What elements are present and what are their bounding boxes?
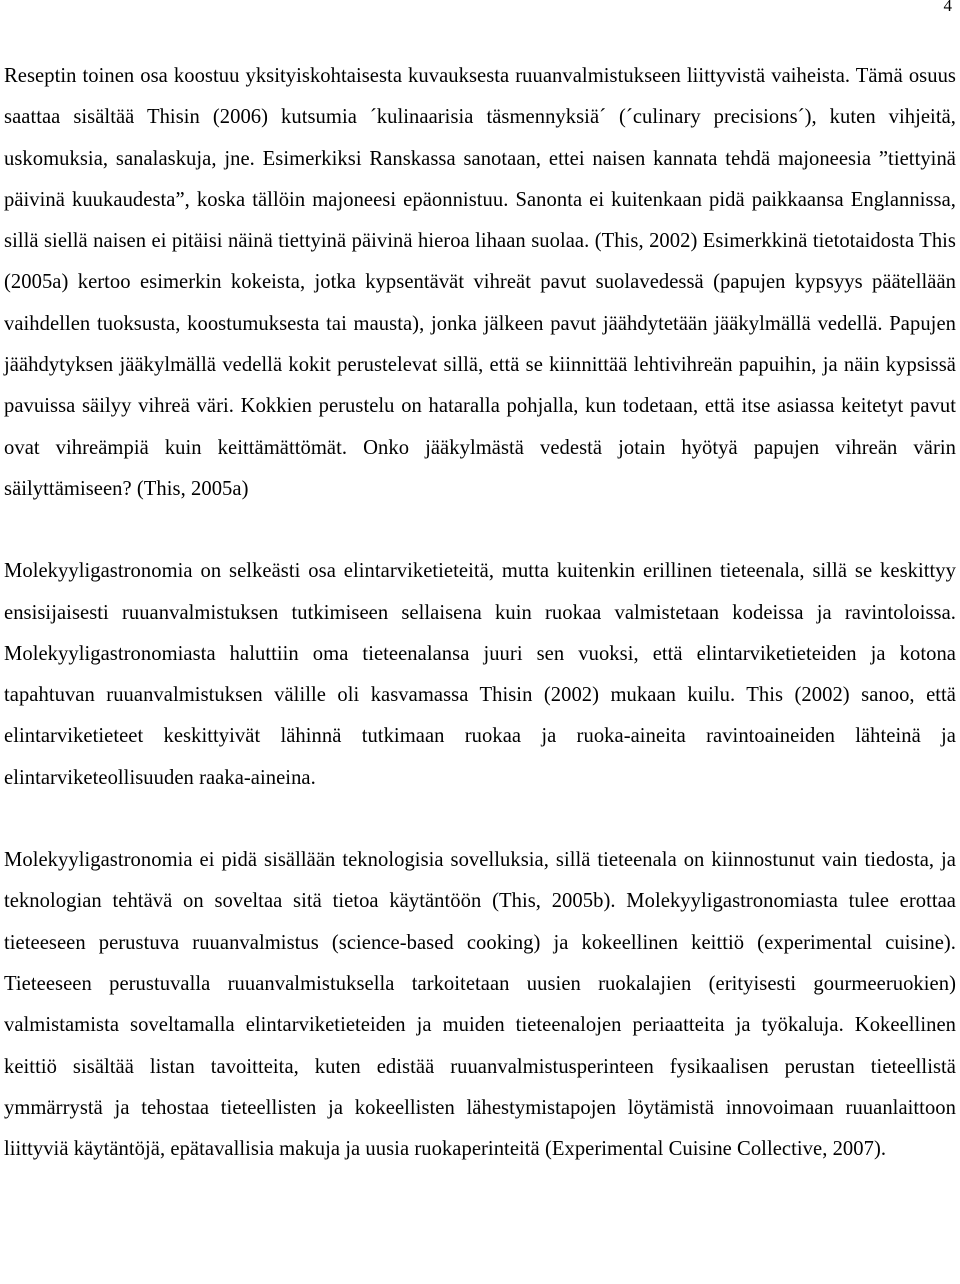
- document-body: [4, 56, 956, 1170]
- page-number: 4: [943, 0, 952, 15]
- paragraph-science-based-cooking: Molekyyligastronomia ei pidä sisällään teknologisia sovelluksia, sillä tieteenala on kiinnostunut vain tiedosta, ja teknologian tehtävä on soveltaa sitä tietoa käytäntöön (This, 2005b). Molekyyligastronomiasta tulee erottaa tieteeseen perustuva ruuanvalmistus (science-based cooking) ja kokeellinen keittiö (experimental cuisine). Tieteeseen perustuvalla ruuanvalmistuksella tarkoitetaan uusien ruokalajien (erityisesti gourmeeruokien) valmistamista soveltamalla elintarviketieteiden ja muiden tieteenalojen periaatteita ja työkaluja. Kokeellinen keittiö sisältää listan tavoitteita, kuten edistää ruuanvalmistusperinteen fysikaalisen perustan tieteellistä ymmärrystä ja tehostaa tieteellisten ja kokeellisten lähestymistapojen löytämistä innovoimaan ruuanlaittoon liittyviä käytäntöjä, epätavallisia makuja ja uusia ruokaperinteitä (Experimental Cuisine Collective, 2007).: [4, 849, 956, 1161]
- paragraph-molecular-gastronomy-definition: Molekyyligastronomia on selkeästi osa elintarviketieteitä, mutta kuitenkin erillinen tieteenala, sillä se keskittyy ensisijaisesti ruuanvalmistuksen tutkimiseen sellaisena kuin ruokaa valmistetaan kodeissa ja ravintoloissa. Molekyyligastronomiasta haluttiin oma tieteenalansa juuri sen vuoksi, että elintarviketieteiden ja kotona tapahtuvan ruuanvalmistuksen välille oli kasvamassa Thisin (2002) mukaan kuilu. This (2002) sanoo, että elintarviketieteet keskittyivät lähinnä tutkimaan ruokaa ja ruoka-aineita ravintoaineiden lähteinä ja elintarviketeollisuuden raaka-aineina.: [4, 560, 956, 789]
- paragraph-recipe-steps: Reseptin toinen osa koostuu yksityiskohtaisesta kuvauksesta ruuanvalmistukseen liittyvistä vaiheista. Tämä osuus saattaa sisältää Thisin (2006) kutsumia ´kulinaarisia täsmennyksiä´ (´culinary precisions´), kuten vihjeitä, uskomuksia, sanalaskuja, jne. Esimerkiksi Ranskassa sanotaan, ettei naisen kannata tehdä majoneesia ”tiettyinä päivinä kuukaudesta”, koska tällöin majoneesi epäonnistuu. Sanonta ei kuitenkaan pidä paikkaansa Englannissa, sillä siellä naisen ei pitäisi näinä tiettyinä päivinä hieroa lihaan suolaa. (This, 2002) Esimerkkinä tietotaidosta This (2005a) kertoo esimerkin kokeista, jotka kypsentävät vihreät pavut suolavedessä (papujen kypsyys päätellään vaihdellen tuoksusta, koostumuksesta tai mausta), jonka jälkeen pavut jäähdytetään jääkylmällä vedellä. Papujen jäähdytyksen jääkylmällä vedellä kokit perustelevat sillä, että se kiinnittää lehtivihreän papuihin, ja näin kypsissä pavuissa säilyy vihreä väri. Kokkien perustelu on hataralla pohjalla, kun todetaan, että itse asiassa keitetyt pavut ovat vihreämpiä kuin keittämättömät. Onko jääkylmästä vedestä jotain hyötyä papujen vihreän värin säilyttämiseen? (This, 2005a): [4, 65, 956, 500]
